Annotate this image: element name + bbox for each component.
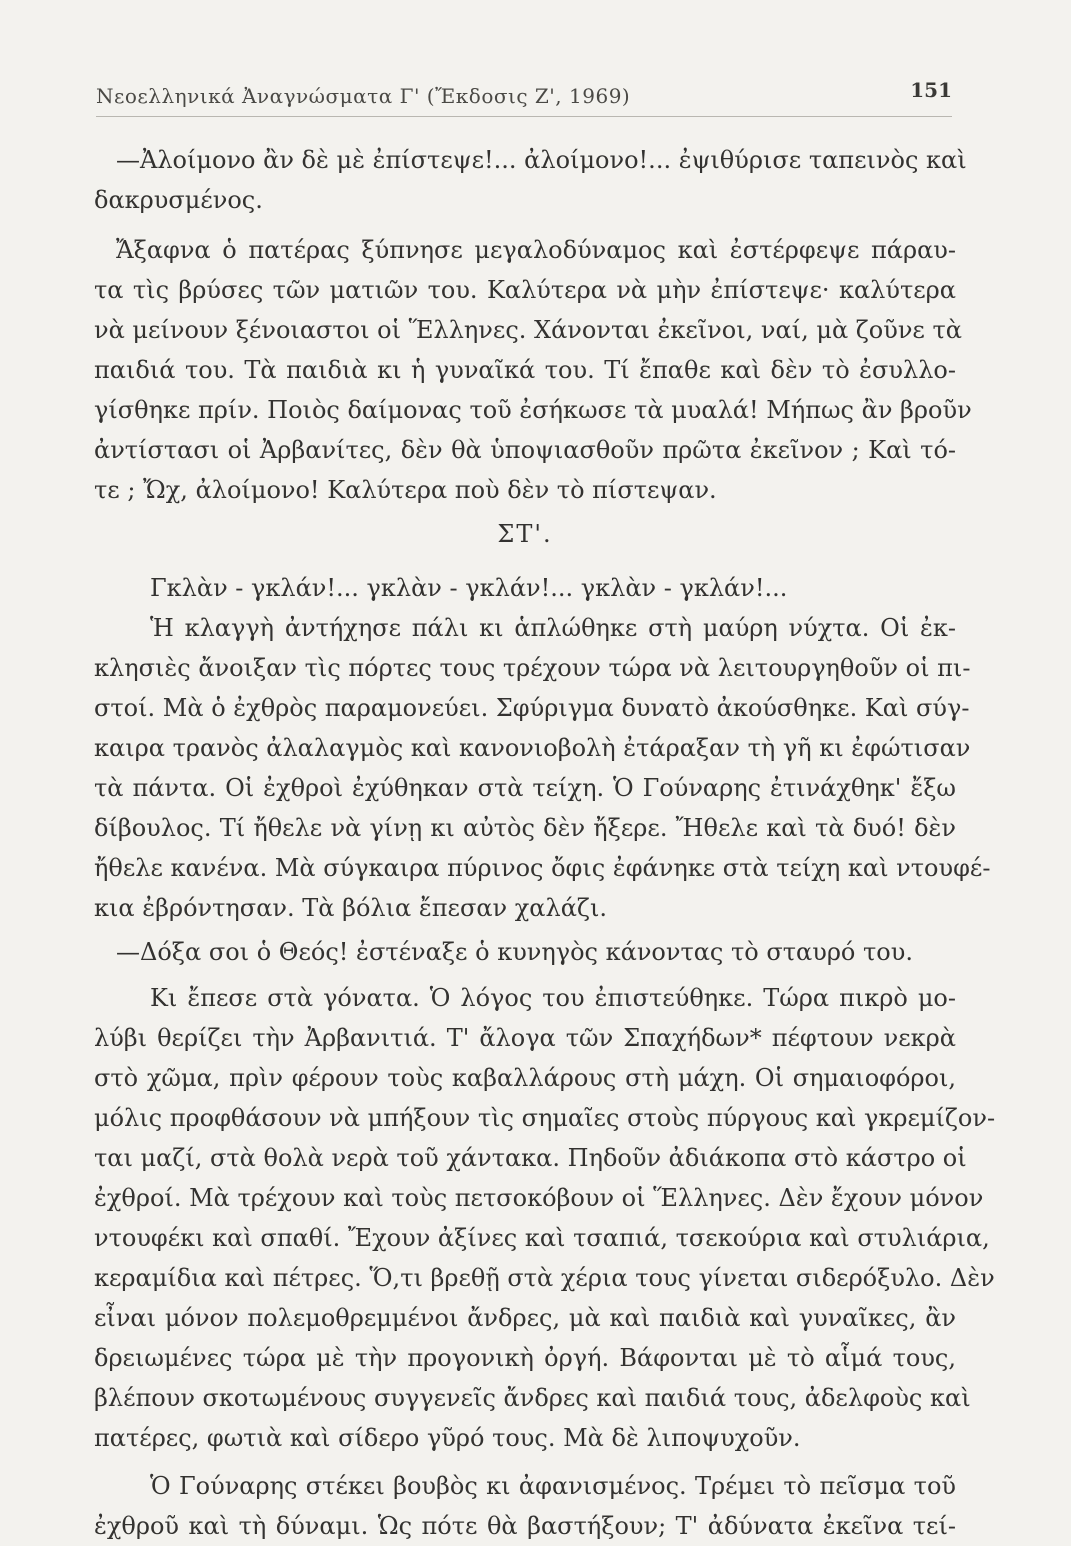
text-line: ἀντίστασι οἱ Ἀρβανίτες, δὲν θὰ ὑποψιασθοῦν πρῶτα ἐκεῖνον ; Καὶ τό- (94, 436, 956, 464)
text-line: παιδιά του. Τὰ παιδιὰ κι ἡ γυναῖκά του. Τί ἔπαθε καὶ δὲν τὸ ἐσυλλο- (94, 356, 956, 384)
text-line: Ἄξαφνα ὁ πατέρας ξύπνησε μεγαλοδύναμος καὶ ἐστέρφεψε πάραυ- (116, 236, 956, 264)
text-line: κια ἐβρόντησαν. Τὰ βόλια ἔπεσαν χαλάζι. (94, 894, 607, 922)
text-line: Γκλὰν - γκλάν!... γκλὰν - γκλάν!... γκλὰν - γκλάν!... (150, 574, 788, 602)
text-line: Ὁ Γούναρης στέκει βουβὸς κι ἀφανισμένος. Τρέμει τὸ πεῖσμα τοῦ (150, 1472, 956, 1500)
text-line: νὰ μείνουν ξένοιαστοι οἱ Ἕλληνες. Χάνονται ἐκεῖνοι, ναί, μὰ ζοῦνε τὰ (94, 316, 962, 344)
text-line: τε ; Ὤχ, ἀλοίμονο! Καλύτερα ποὺ δὲν τὸ πίστεψαν. (94, 476, 717, 504)
text-line: λύβι θερίζει τὴν Ἀρβανιτιά. Τ' ἄλογα τῶν Σπαχήδων* πέφτουν νεκρὰ (94, 1024, 956, 1052)
text-line: εἶναι μόνον πολεμοθρεμμένοι ἄνδρες, μὰ καὶ παιδιὰ καὶ γυναῖκες, ἂν (94, 1304, 956, 1332)
section-heading: ΣΤ'. (497, 520, 553, 548)
text-line: ται μαζί, στὰ θολὰ νερὰ τοῦ χάντακα. Πηδοῦν ἀδιάκοπα στὸ κάστρο οἱ (94, 1144, 967, 1172)
text-line: δακρυσμένος. (94, 186, 263, 214)
text-line: στὸ χῶμα, πρὶν φέρουν τοὺς καβαλλάρους στὴ μάχη. Οἱ σημαιοφόροι, (94, 1064, 956, 1092)
text-line: ντουφέκι καὶ σπαθί. Ἔχουν ἀξίνες καὶ τσαπιά, τσεκούρια καὶ στυλιάρια, (94, 1224, 990, 1252)
text-line: δίβουλος. Τί ἤθελε νὰ γίνῃ κι αὐτὸς δὲν ἤξερε. Ἤθελε καὶ τὰ δυό! δὲν (94, 814, 956, 842)
running-header (96, 72, 952, 112)
text-line: Ἡ κλαγγὴ ἀντήχησε πάλι κι ἁπλώθηκε στὴ μαύρη νύχτα. Οἱ ἐκ- (150, 614, 956, 642)
text-line: στοί. Μὰ ὁ ἐχθρὸς παραμονεύει. Σφύριγμα δυνατὸ ἀκούσθηκε. Καὶ σύγ- (94, 694, 970, 722)
text-line: τα τὶς βρύσες τῶν ματιῶν του. Καλύτερα νὰ μὴν ἐπίστεψε· καλύτερα (94, 276, 956, 304)
text-line: κλησιὲς ἄνοιξαν τὶς πόρτες τους τρέχουν τώρα νὰ λειτουργηθοῦν οἱ πι- (94, 654, 971, 682)
text-line: —Δόξα σοι ὁ Θεός! ἐστέναξε ὁ κυνηγὸς κάνοντας τὸ σταυρό του. (116, 938, 913, 966)
text-line: βλέπουν σκοτωμένους συγγενεῖς ἄνδρες καὶ παιδιά τους, ἀδελφοὺς καὶ (94, 1384, 971, 1412)
text-line: πατέρες, φωτιὰ καὶ σίδερο γῦρό τους. Μὰ δὲ λιποψυχοῦν. (94, 1424, 801, 1452)
header-rule (96, 116, 952, 117)
text-line: —Ἀλοίμονο ἂν δὲ μὲ ἐπίστεψε!... ἀλοίμονο!... ἐψιθύρισε ταπεινὸς καὶ (116, 146, 967, 174)
text-line: μόλις προφθάσουν νὰ μπήξουν τὶς σημαῖες στοὺς πύργους καὶ γκρεμίζον- (94, 1104, 996, 1132)
text-line: ἐχθροῦ καὶ τὴ δύναμι. Ὡς πότε θὰ βαστήξουν; Τ' ἀδύνατα ἐκεῖνα τεί- (94, 1512, 956, 1540)
page-number: 151 (910, 78, 952, 102)
text-line: ἤθελε κανένα. Μὰ σύγκαιρα πύρινος ὄφις ἐφάνηκε στὰ τείχη καὶ ντουφέ- (94, 854, 991, 882)
text-line: ἐχθροί. Μὰ τρέχουν καὶ τοὺς πετσοκόβουν οἱ Ἕλληνες. Δὲν ἔχουν μόνον (94, 1184, 984, 1212)
text-line: δρειωμένες τώρα μὲ τὴν προγονικὴ ὀργή. Βάφονται μὲ τὸ αἷμά τους, (94, 1344, 956, 1372)
text-line: γίσθηκε πρίν. Ποιὸς δαίμονας τοῦ ἐσήκωσε τὰ μυαλά! Μήπως ἂν βροῦν (94, 396, 972, 424)
text-line: Κι ἔπεσε στὰ γόνατα. Ὁ λόγος του ἐπιστεύθηκε. Τώρα πικρὸ μο- (150, 984, 956, 1012)
text-line: καιρα τρανὸς ἀλαλαγμὸς καὶ κανονιοβολὴ ἐτάραξαν τὴ γῆ κι ἐφώτισαν (94, 734, 971, 762)
book-title: Νεοελληνικά Ἀναγνώσματα Γ' (Ἔκδοσις Ζ', 1969) (96, 84, 631, 108)
text-line: τὰ πάντα. Οἱ ἐχθροὶ ἐχύθηκαν στὰ τείχη. Ὁ Γούναρης ἐτινάχθηκ' ἔξω (94, 774, 956, 802)
text-line: κεραμίδια καὶ πέτρες. Ὅ,τι βρεθῇ στὰ χέρια τους γίνεται σιδερόξυλο. Δὲν (94, 1264, 995, 1292)
